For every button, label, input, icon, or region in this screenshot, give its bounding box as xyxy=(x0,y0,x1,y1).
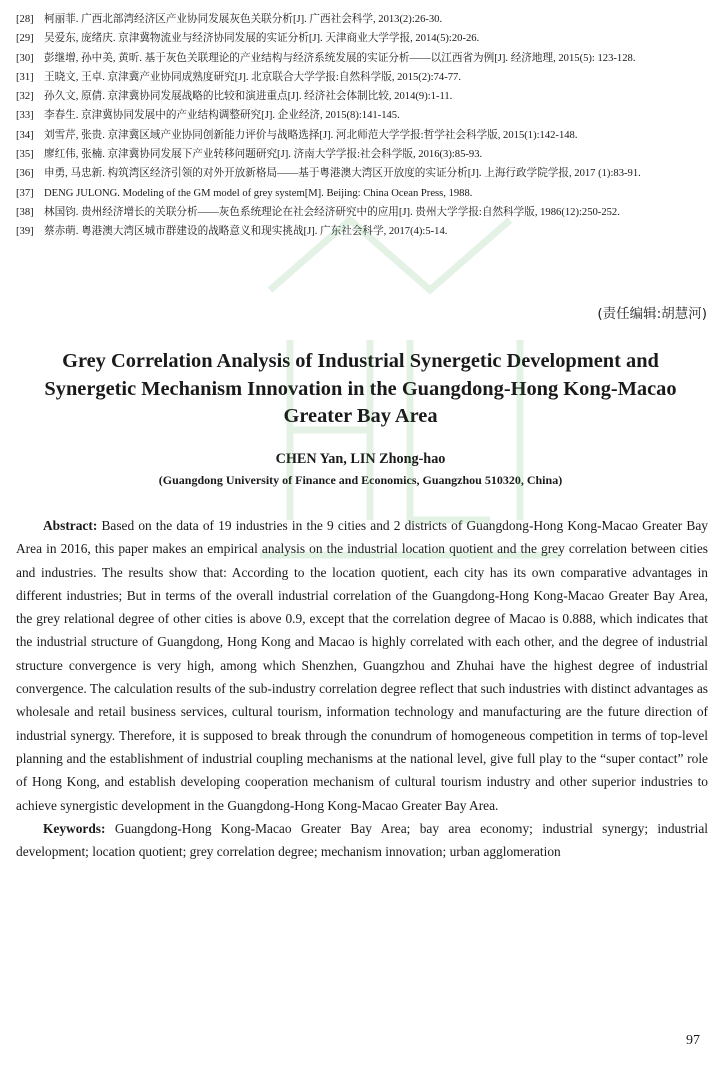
reference-item xyxy=(16,222,708,241)
keywords-label: Keywords: xyxy=(43,820,106,836)
reference-text: 申勇, 马忠新. 构筑湾区经济引领的对外开放新格局——基于粤港澳大湾区开放度的实证分析[J]. 上海行政学院学报, 2017 (1):83-91. xyxy=(44,168,641,180)
reference-item xyxy=(16,126,708,145)
reference-item xyxy=(16,87,708,106)
keywords-paragraph xyxy=(16,817,708,864)
reference-text: DENG JULONG. Modeling of the GM model of grey system[M]. Beijing: China Ocean Press, 1988. xyxy=(44,187,473,199)
reference-item xyxy=(16,164,708,183)
reference-item xyxy=(16,184,708,203)
reference-number: [28] xyxy=(16,14,34,25)
reference-number: [35] xyxy=(16,149,34,161)
reference-text: 孙久文, 原倩. 京津冀协同发展战略的比较和演进重点[J]. 经济社会体制比较, 2014(9):1-11. xyxy=(44,91,453,103)
reference-item xyxy=(16,106,708,125)
reference-number: [38] xyxy=(16,206,34,218)
reference-number: [37] xyxy=(16,187,34,199)
reference-item xyxy=(16,10,708,29)
reference-text: 刘雪芹, 张贵. 京津冀区域产业协同创新能力评价与战略选择[J]. 河北师范大学学报:哲学社会科学版, 2015(1):142-148. xyxy=(44,129,578,141)
reference-text: 吴爱东, 庞绪庆. 京津冀物流业与经济协同发展的实证分析[J]. 天津商业大学学报, 2014(5):20-26. xyxy=(44,33,480,45)
reference-text: 柯丽菲. 广西北部湾经济区产业协同发展灰色关联分析[J]. 广西社会科学, 2013(2):26-30. xyxy=(44,14,443,25)
reference-text: 彭继增, 孙中美, 黄昕. 基于灰色关联理论的产业结构与经济系统发展的实证分析——以江西省为例[J]. 经济地理, 2015(5): 123-128. xyxy=(44,52,636,64)
reference-number: [29] xyxy=(16,33,34,45)
reference-text: 廖红伟, 张楠. 京津冀协同发展下产业转移问题研究[J]. 济南大学学报:社会科学版, 2016(3):85-93. xyxy=(44,149,483,161)
reference-item xyxy=(16,68,708,87)
reference-list xyxy=(16,10,708,242)
paper-title: Grey Correlation Analysis of Industrial Synergetic Development and Synergetic Mechanism Innovation in the Guangdong-Hong Kong-Macao Greater Bay Area xyxy=(44,350,677,427)
keywords-text: Guangdong-Hong Kong-Macao Greater Bay Area; bay area economy; industrial synergy; industrial development; location quotient; grey correlation degree; mechanism innovation; urban agglomeration xyxy=(16,820,708,860)
reference-number: [31] xyxy=(16,71,34,83)
reference-number: [32] xyxy=(16,91,34,103)
abstract-label: Abstract: xyxy=(43,518,98,533)
reference-number: [33] xyxy=(16,110,34,122)
abstract-section xyxy=(16,514,708,863)
reference-item xyxy=(16,203,708,222)
reference-item xyxy=(16,49,708,68)
author-names: CHEN Yan, LIN Zhong-hao xyxy=(275,451,446,467)
reference-number: [36] xyxy=(16,168,34,180)
reference-text: 王晓文, 王卓. 京津冀产业协同成熟度研究[J]. 北京联合大学学报:自然科学版, 2015(2):74-77. xyxy=(44,71,461,83)
page-number: 97 xyxy=(686,1033,700,1048)
reference-text: 李春生. 京津冀协同发展中的产业结构调整研究[J]. 企业经济, 2015(8):141-145. xyxy=(44,110,400,122)
responsible-editor-note: (责任编辑:胡慧河) xyxy=(597,306,707,322)
abstract-paragraph xyxy=(16,514,708,817)
reference-number: [39] xyxy=(16,226,34,238)
abstract-text: Based on the data of 19 industries in the 9 cities and 2 districts of Guangdong-Hong Kong-Macao Greater Bay Area in 2016, this paper makes an empirical analysis on the industrial location quotient and the grey correlation between cities and industries. The results show that: According to the location quotient, each city has its own comparative advantages in different industries; But in terms of the overall industrial correlation of the Guangdong-Hong Kong-Macao Greater Bay Area, the grey relational degree of other cities is above 0.9, except that the correlation degree of Macao is 0.888, which indicates that the industrial structure of Guangdong, Hong Kong and Macao is highly correlated with each other, and the degree of industrial structure convergence is very high, among which Shenzhen, Guangzhou and Zhuhai have the highest degree of industrial convergence. The calculation results of the sub-industry correlation degree reflect that such industries with distinct advantages as wholesale and retail business services, cultural tourism, information technology and manufacturing are the future direction of industrial synergy. Therefore, it is supposed to break through the conundrum of homogeneous competition in terms of top-level planning and the establishment of industrial coupling mechanisms at the national level, give full play to the “super contact” role of Hong Kong, and establish developing cooperation mechanism of cultural tourism industry and other superior industries to achieve synergistic development in the Guangdong-Hong Kong-Macao Greater Bay Area. xyxy=(16,518,708,813)
reference-item xyxy=(16,29,708,48)
author-affiliation: (Guangdong University of Finance and Economics, Guangzhou 510320, China) xyxy=(158,473,563,487)
reference-text: 蔡赤萌. 粤港澳大湾区城市群建设的战略意义和现实挑战[J]. 广东社会科学, 2017(4):5-14. xyxy=(44,226,448,238)
reference-number: [34] xyxy=(16,129,34,141)
reference-number: [30] xyxy=(16,52,34,64)
reference-text: 林国钧. 贵州经济增长的关联分析——灰色系统理论在社会经济研究中的应用[J]. 贵州大学学报:自然科学版, 1986(12):250-252. xyxy=(44,206,620,218)
reference-item xyxy=(16,145,708,164)
